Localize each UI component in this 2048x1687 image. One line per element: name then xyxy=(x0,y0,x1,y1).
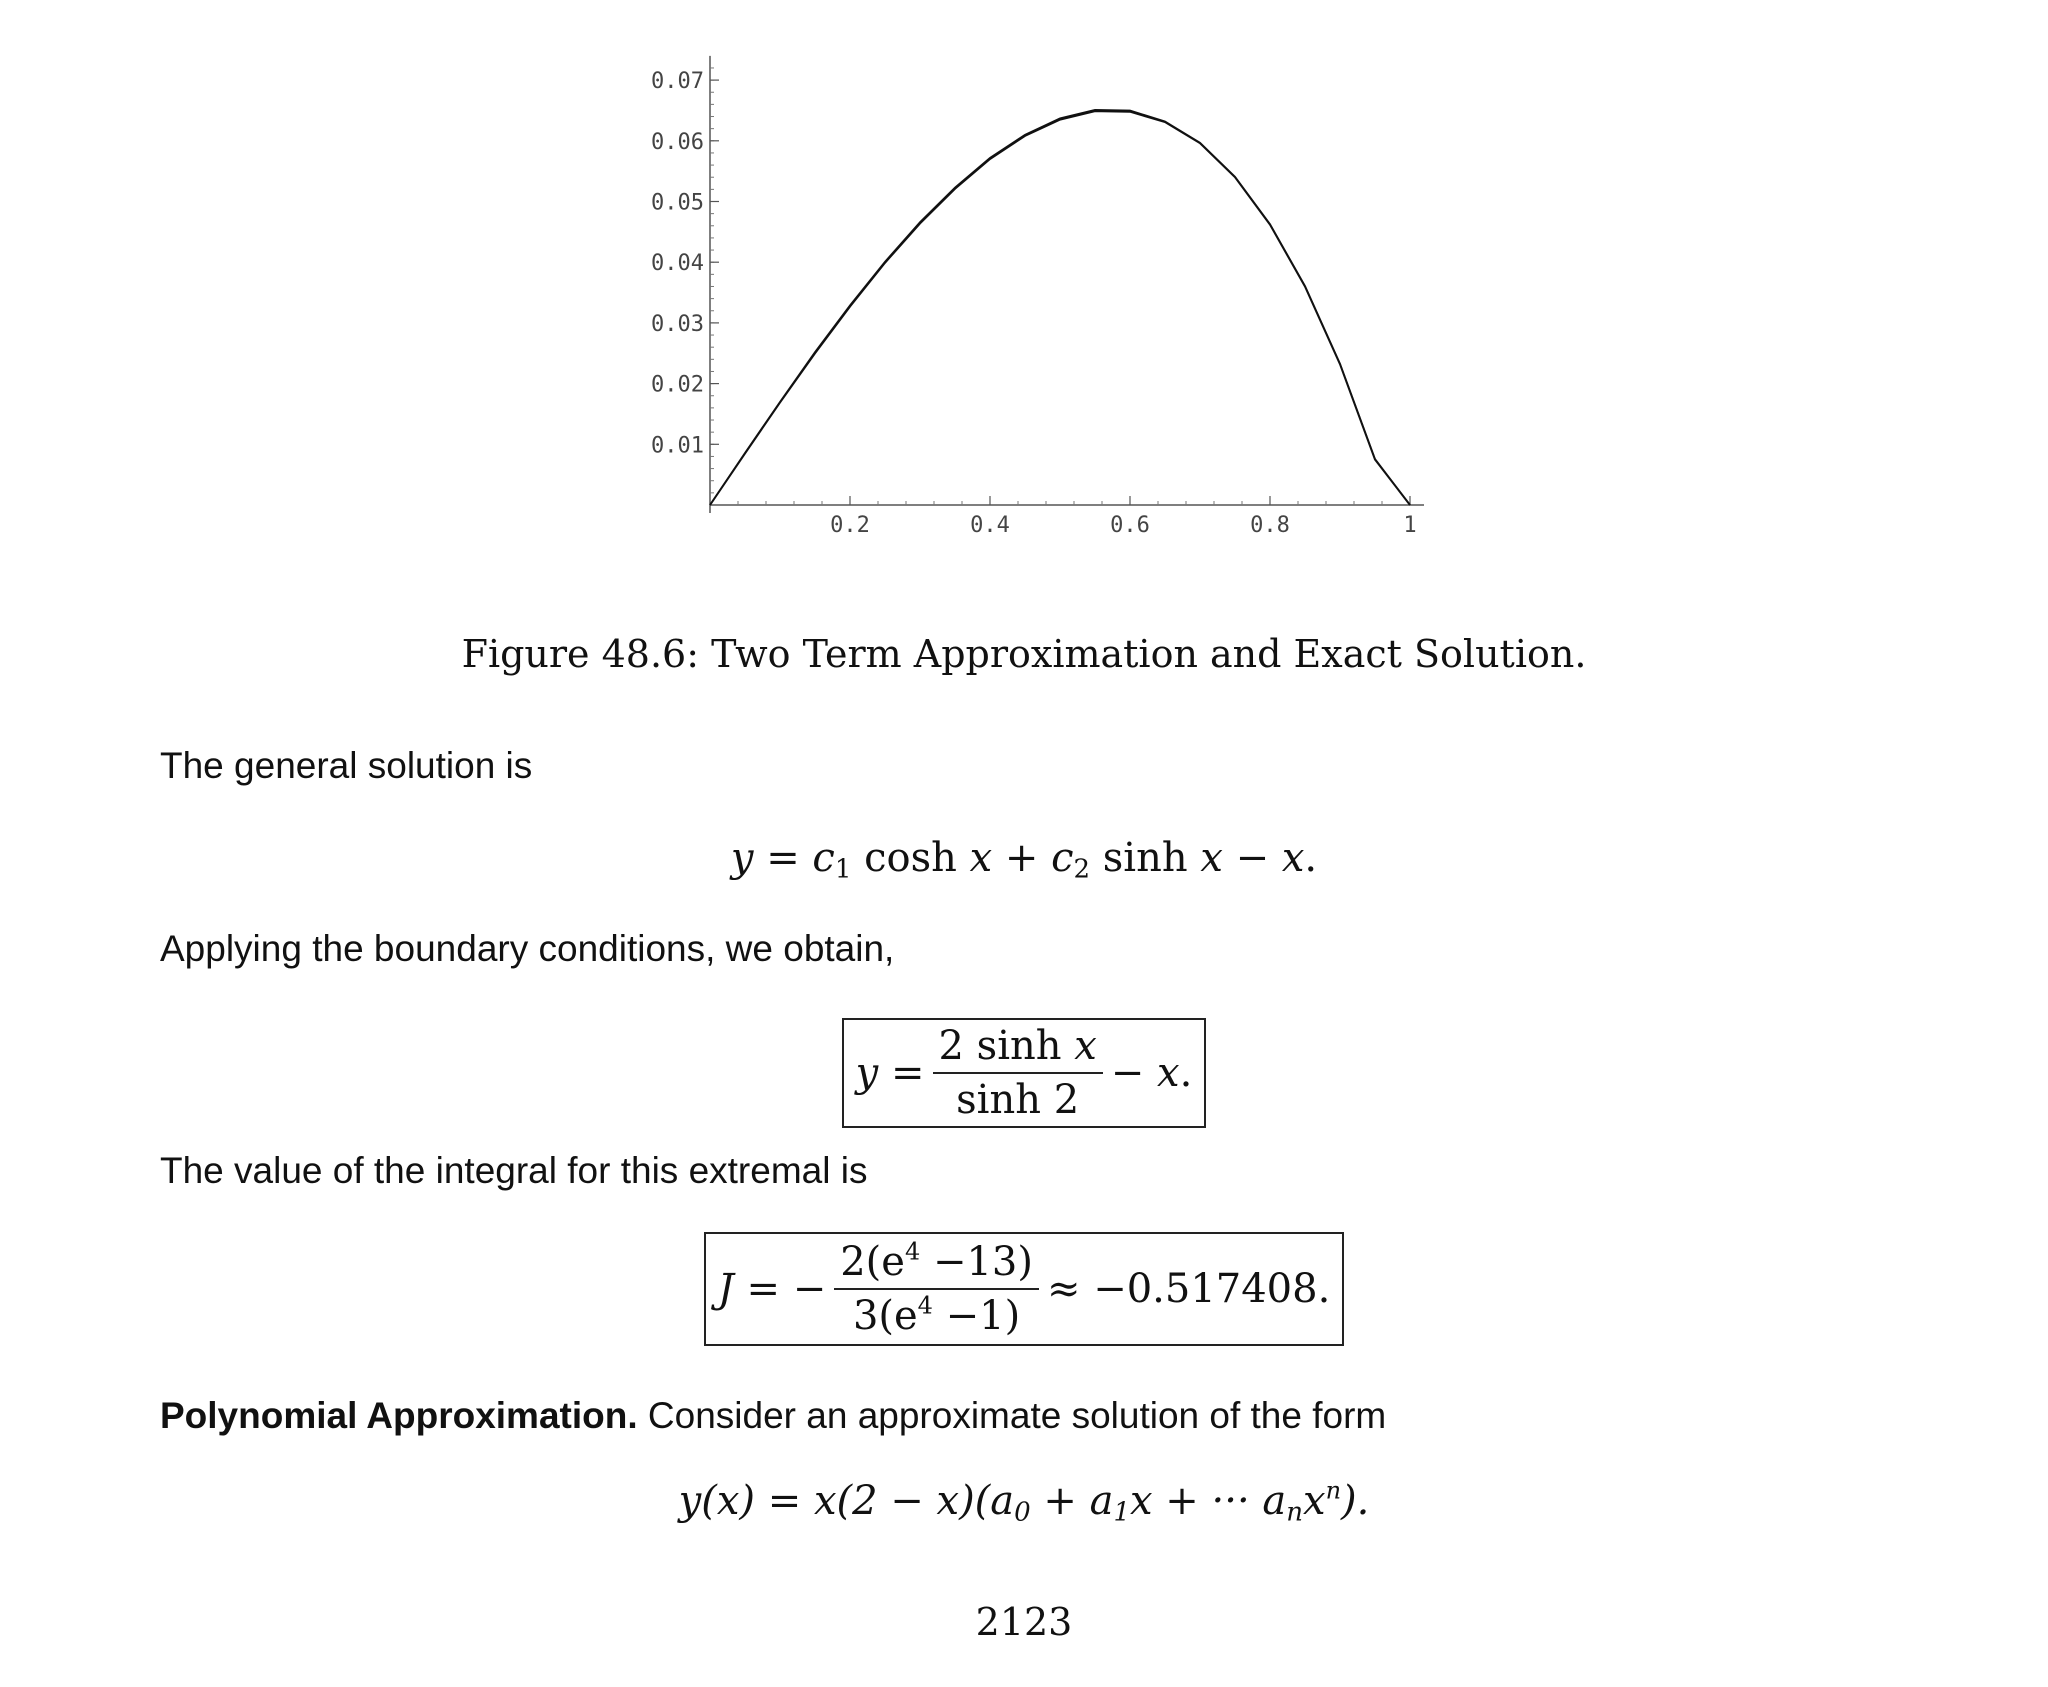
y-tick-label: 0.04 xyxy=(651,251,704,277)
polynomial-equation: $y(x) = x(2 - x)(a_0 + a_1x$ + ··· $a_nx^n$). xyxy=(678,1476,1370,1528)
polynomial-paragraph xyxy=(160,1395,1386,1437)
y-tick-label: 0.02 xyxy=(651,372,704,398)
integral-value-text: The value of the integral for this extremal is xyxy=(160,1150,868,1191)
page-number: 2123 xyxy=(975,1600,1073,1644)
series-line-1 xyxy=(710,111,1410,505)
x-tick-label: 1 xyxy=(1403,513,1417,538)
y-tick-label: 0.03 xyxy=(651,311,704,337)
boxed-solution: y = $\frac{\text{2 sinh x}}{\sinh 2}$ − x . xyxy=(842,1018,1207,1128)
y-tick-label: 0.05 xyxy=(651,190,704,216)
lhs: y = xyxy=(855,1050,925,1096)
polynomial-text: Consider an approximate solution of the form xyxy=(647,1395,1387,1436)
figure-caption: Figure 48.6: Two Term Approximation and Exact Solution. xyxy=(461,632,1587,676)
solution-plot xyxy=(600,50,1440,550)
fraction: $\frac{\text{2 sinh x}}{\sinh 2}$ xyxy=(933,1024,1103,1122)
boundary-conditions-text: Applying the boundary conditions, we obtain, xyxy=(160,928,895,969)
boxed-integral: J = − $\frac{2(e^4 -13)}{3(e^4 -1)}$ ≈ −0.517408. xyxy=(704,1232,1345,1346)
series-line-2 xyxy=(710,110,1410,505)
x-tick-label: 0.8 xyxy=(1250,513,1290,538)
general-solution-equation: $y = c_1$ $\cosh x + c_2$ sinh x − x. xyxy=(730,835,1318,885)
x-tick-label: 0.2 xyxy=(830,513,870,538)
x-tick-label: 0.6 xyxy=(1110,513,1150,538)
fraction: $\frac{2(e^4 -13)}{3(e^4 -1)}$ xyxy=(834,1240,1039,1338)
plot-axes xyxy=(710,56,1424,513)
y-tick-label: 0.06 xyxy=(651,129,704,155)
polynomial-heading: Polynomial Approximation. xyxy=(160,1395,638,1436)
x-tick-label: 0.4 xyxy=(970,513,1010,538)
plot-lines xyxy=(710,110,1410,505)
y-tick-label: 0.07 xyxy=(651,69,704,95)
y-tick-label: 0.01 xyxy=(651,433,704,459)
boxed-integral-wrap xyxy=(0,1232,2048,1346)
general-solution-text: The general solution is xyxy=(160,745,533,786)
boxed-solution-wrap xyxy=(0,1018,2048,1128)
plot-ticks xyxy=(651,68,1417,538)
